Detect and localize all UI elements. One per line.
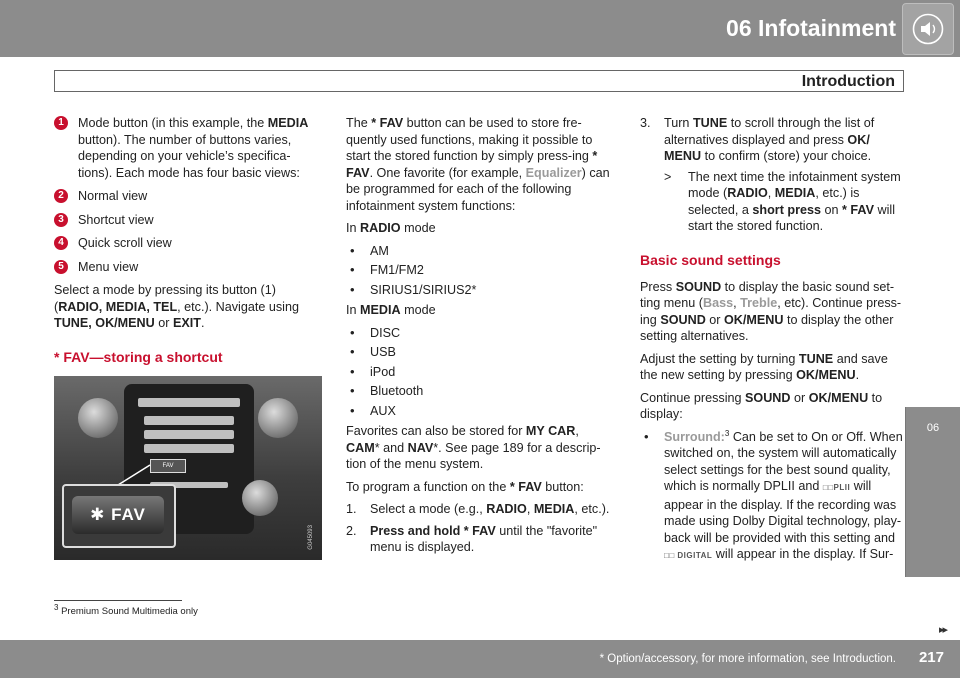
text: will appear in the display. If Sur- (712, 547, 894, 561)
list-item: • AUX (346, 403, 614, 420)
section-bar (54, 70, 904, 92)
side-tab-label: 06 (926, 422, 940, 434)
text: To program a function on the (346, 479, 510, 494)
chapter-side-tab (905, 407, 960, 577)
text-bold: SOUND (660, 312, 706, 327)
text: Select a mode by pressing its button (1) ( (54, 283, 276, 314)
media-mode-label (346, 302, 614, 319)
footnote-text: Premium Sound Multimedia only (61, 606, 198, 617)
text-bold: * FAV (842, 202, 874, 217)
text: Turn (664, 116, 693, 130)
text-bold: RADIO (727, 186, 768, 200)
text: and save the new setting by pressing (640, 351, 888, 382)
tune-knob (258, 398, 298, 438)
text: to display: (640, 390, 883, 421)
photo-code: G045093 (307, 524, 314, 550)
radio-list (346, 243, 614, 299)
sound-heading: Basic sound settings (640, 251, 781, 268)
step-number: 1. (346, 502, 357, 516)
text-bold: MEDIA (774, 186, 816, 200)
section-title: Introduction (801, 73, 895, 90)
next-page-arrows-icon: ▸▸ (938, 624, 946, 636)
callout-badge-3b: 3 (54, 213, 68, 227)
text: mode (400, 303, 436, 317)
text-bold: * FAV (371, 116, 404, 130)
fav-heading: * FAV—storing a shortcut (54, 348, 223, 365)
column-left (54, 115, 322, 560)
text: on (821, 202, 843, 217)
list-item: • DISC (346, 325, 614, 342)
text-bold: OK/MENU (724, 312, 784, 327)
button-row (144, 430, 234, 439)
text: , etc.). (574, 502, 610, 516)
favorites-paragraph (346, 423, 614, 473)
text: * and (374, 440, 408, 455)
menu-term: Treble (740, 296, 778, 310)
view-label: Shortcut view (78, 212, 154, 227)
item-bold: MEDIA (267, 116, 309, 130)
text: , (526, 502, 534, 516)
menu-term: Surround: (664, 429, 725, 444)
column-right (640, 115, 906, 569)
numbered-item-4 (54, 235, 322, 252)
step-2 (346, 523, 614, 556)
numbered-item-1 (54, 115, 322, 181)
console-photo (54, 376, 322, 560)
adjust-paragraph (640, 351, 906, 384)
text: button: (541, 479, 584, 494)
dolby-digital-icon: □□ DIGITAL (664, 551, 713, 560)
fav-button-closeup: ✱ FAV (72, 496, 164, 534)
fav-closeup (62, 484, 176, 548)
footnote (54, 602, 198, 618)
text: The next time the infotainment system mode ( (688, 169, 901, 200)
button-row (144, 444, 234, 453)
item-text: button). The number of buttons varies, depending on your vehicle’s specifica-tions). Each mode has four basic views: (78, 132, 300, 180)
numbered-item-2 (54, 188, 322, 205)
list-item: • iPod (346, 364, 614, 381)
fav-button-small: FAV (150, 459, 186, 473)
numbered-item-3 (54, 212, 322, 229)
numbered-item-5 (54, 259, 322, 276)
text: , (767, 186, 775, 200)
text-bold: SOUND (675, 279, 722, 294)
text-bold: NAV (407, 440, 434, 455)
list-item: • AM (346, 243, 614, 260)
text: In (346, 221, 361, 235)
radio-mode-label (346, 220, 614, 237)
text: Press (640, 279, 676, 294)
list-item: • SIRIUS1/SIRIUS2* (346, 282, 614, 299)
callout-badge-2: 2 (54, 189, 68, 203)
menu-term: Bass (703, 296, 734, 310)
text-bold: OK/ MENU (664, 132, 870, 163)
button-row (144, 416, 234, 425)
footnote-number: 3 (54, 602, 59, 612)
text: to confirm (store) your choice. (701, 149, 872, 163)
surround-item (640, 429, 906, 565)
text-bold: TUNE (692, 116, 728, 130)
program-steps (346, 501, 614, 556)
text: Select a mode (e.g., (370, 502, 487, 516)
step-1 (346, 501, 614, 518)
volume-knob (78, 398, 118, 438)
header-band (0, 0, 960, 57)
media-list (346, 325, 614, 420)
text: mode (400, 221, 436, 235)
item-text: Mode button (in this example, the (78, 116, 268, 130)
text-bold: Press and hold * FAV (370, 523, 496, 538)
footnote-rule (54, 600, 182, 601)
footer-band (0, 640, 960, 678)
text: , (733, 296, 741, 310)
list-item: • FM1/FM2 (346, 262, 614, 279)
list-item: • Bluetooth (346, 383, 614, 400)
speaker-icon (912, 13, 944, 45)
text-bold: MY CAR (525, 424, 576, 438)
text: will start the stored function. (688, 202, 895, 233)
text: ) can be programmed for each of the following infotainment system functions: (346, 165, 610, 213)
step-number: 3. (640, 116, 651, 130)
text-bold: * FAV (509, 479, 542, 494)
text: to scroll through the list of alternatives displayed and press (664, 116, 875, 147)
text: The (346, 116, 372, 130)
fav-intro-paragraph (346, 115, 614, 214)
text-bold: short press (752, 202, 822, 217)
view-label: Menu view (78, 259, 139, 274)
speaker-icon-box (902, 3, 954, 55)
step-3 (640, 115, 906, 235)
text: . One favorite (for example, (369, 165, 526, 180)
program-paragraph (346, 479, 614, 496)
text-bold: OK/MENU (796, 368, 856, 382)
text-bold: TUNE (798, 351, 834, 366)
footer-note: * Option/accessory, for more information, see Introduction. (599, 653, 896, 665)
callout-badge-4: 4 (54, 236, 68, 250)
text: Adjust the setting by turning (640, 351, 799, 366)
text-bold: TUNE, OK/MENU (54, 316, 155, 330)
dolby-plii-icon: □□PLII (822, 483, 851, 492)
select-mode-paragraph (54, 282, 322, 332)
list-item: • USB (346, 344, 614, 361)
text: button can be used to store fre-quently used functions, making it possible to start the stored function by simply press-ing (346, 116, 593, 163)
climate-knob (242, 480, 278, 516)
text-bold: MEDIA (360, 303, 401, 317)
text-bold: SOUND (745, 390, 791, 405)
callout-badge-5: 5 (54, 260, 68, 274)
sub-step (664, 169, 906, 235)
text: Continue pressing (640, 390, 746, 405)
text: *. See page 189 for a descrip-tion of the menu system. (346, 440, 601, 471)
step-number: 2. (346, 523, 357, 538)
text: , etc). Continue press-ing (640, 296, 902, 327)
text: , etc.) is selected, a (688, 186, 860, 217)
text: will appear in the display. If the recording was made using Dolby Digital technology, play-back will be provided with this setting and (664, 479, 902, 545)
text-bold: RADIO (486, 502, 527, 516)
text: , etc.). Navigate using (177, 299, 299, 314)
text-bold: RADIO, MEDIA, TEL (58, 299, 178, 314)
text-bold: MEDIA (533, 502, 575, 516)
text-bold: EXIT (172, 316, 201, 330)
text: . (855, 368, 860, 382)
text: or (705, 312, 724, 327)
text: , (575, 424, 579, 438)
page-number: 217 (918, 649, 944, 666)
text: Favorites can also be stored for (346, 424, 526, 438)
view-label: Normal view (78, 189, 148, 203)
text: In (346, 303, 361, 317)
sound-options-list (640, 429, 906, 565)
text: Can be set to On or Off. When switched on, the system will automatically select settings for the best sound quality, which is normally DPLII and (664, 429, 903, 493)
view-label: Quick scroll view (78, 236, 172, 250)
button-row (138, 398, 240, 407)
text: to display the basic sound set-ting menu ( (640, 279, 895, 310)
callout-badge-1: 1 (54, 116, 68, 130)
arrow-marker: > (664, 169, 672, 184)
text-bold: CAM (346, 440, 375, 455)
text: . (200, 316, 205, 330)
sound-paragraph (640, 279, 906, 345)
chapter-title: 06 Infotainment (726, 15, 896, 41)
column-middle (346, 115, 614, 561)
text: or (790, 390, 809, 405)
text: or (154, 316, 173, 330)
text: until the "favorite" menu is displayed. (370, 523, 598, 554)
text-bold: OK/MENU (808, 390, 869, 405)
footnote-ref: 3 (724, 428, 730, 438)
fav-label: FAV (111, 504, 146, 524)
text: to display the other setting alternatives. (640, 312, 894, 343)
program-steps-continued (640, 115, 906, 235)
continue-paragraph (640, 390, 906, 423)
menu-term: Equalizer (525, 165, 582, 180)
text-bold: RADIO (360, 221, 401, 235)
text-bold: * FAV (346, 149, 598, 180)
